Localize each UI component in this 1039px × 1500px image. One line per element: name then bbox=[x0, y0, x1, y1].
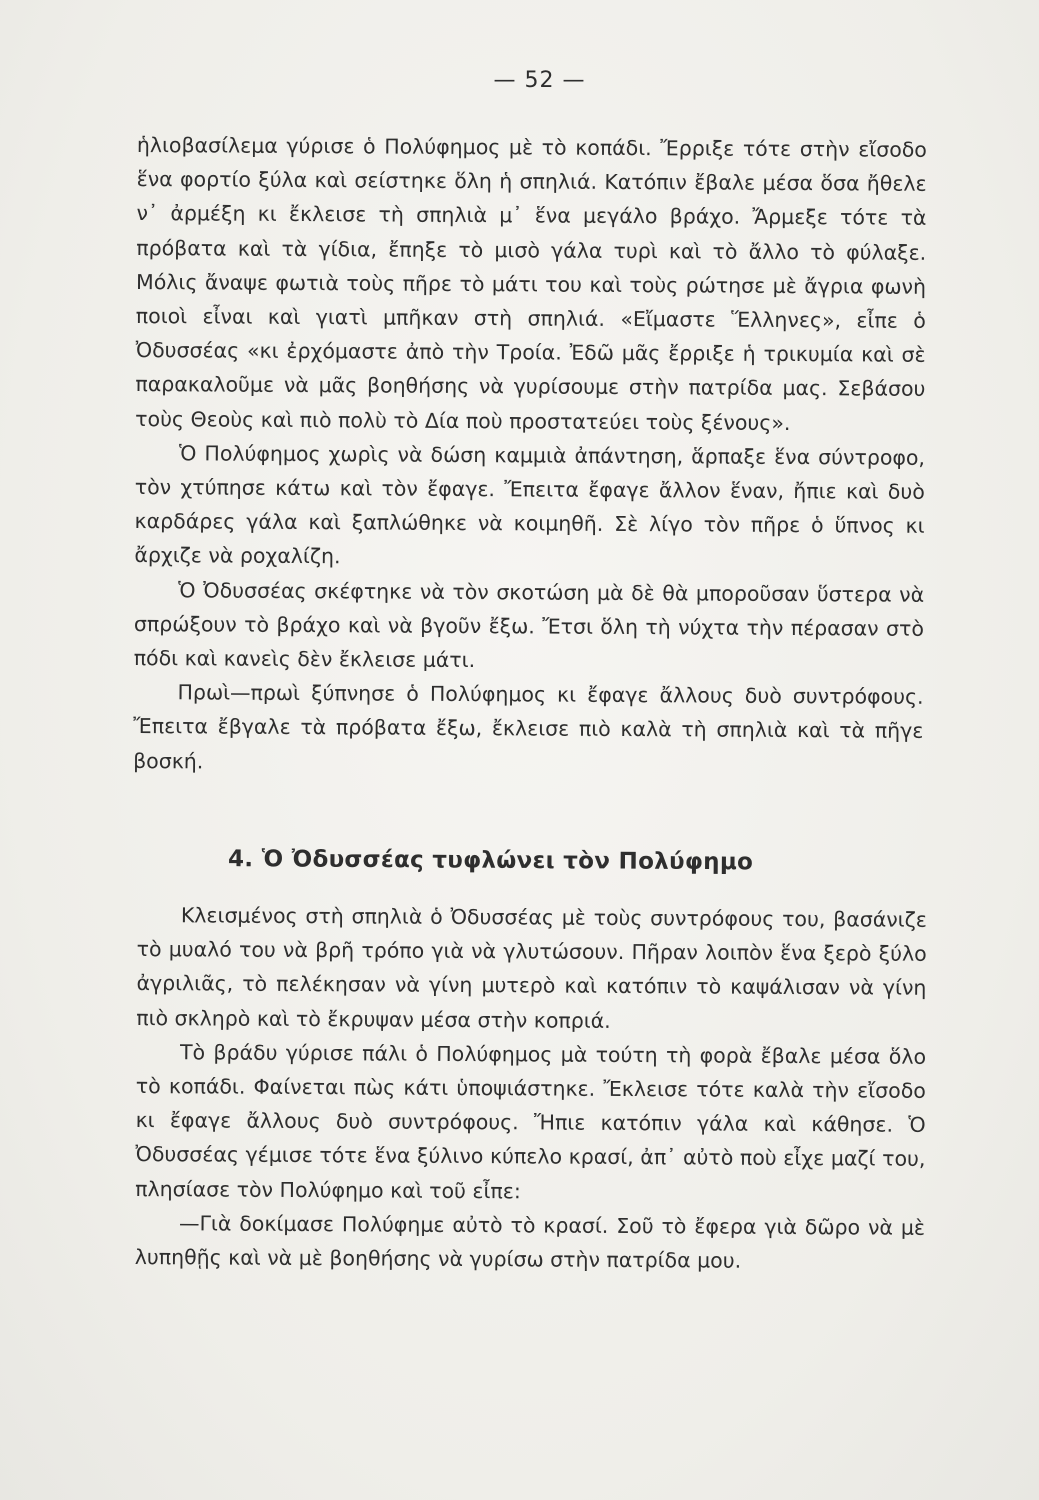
section-heading: 4. Ὁ Ὀδυσσέας τυφλώνει τὸν Πολύφημο bbox=[227, 846, 754, 876]
paragraph: —Γιὰ δοκίμασε Πολύφημε αὐτὸ τὸ κρασί. Σοῦ τὸ ἔφερα γιὰ δῶρο νὰ μὲ λυπηθῇς καὶ νὰ μὲ βοηθήσης νὰ γυρίσω στὴν πατρίδα μου. bbox=[134, 1211, 926, 1273]
text-block-bottom bbox=[135, 898, 927, 1279]
paragraph: Πρωὶ—πρωὶ ξύπνησε ὁ Πολύφημος κι ἔφαγε ἄλλους δυὸ συντρόφους. Ἔπειτα ἔβγαλε τὰ πρόβατα ἔξω, ἔκλεισε πιὸ καλὰ τὴ σπηλιὰ καὶ τὰ πῆγε βοσκή. bbox=[133, 680, 924, 774]
paragraph: ἡλιοβασίλεμα γύρισε ὁ Πολύφημος μὲ τὸ κοπάδι. Ἔρριξε τότε στὴν εἴσοδο ἕνα φορτίο ξύλα καὶ σείστηκε ὅλη ἡ σπηλιά. Κατόπιν ἔβαλε μέσα ὅσα ἤθελε ν᾽ ἀρμέξη κι ἔκλεισε τὴ σπηλιὰ μ᾽ ἕνα μεγάλο βράχο. Ἄρμεξε τότε τὰ πρόβατα καὶ τὰ γίδια, ἔπηξε τὸ μισὸ γάλα τυρὶ καὶ τὸ ἄλλο τὸ φύλαξε. Μόλις ἄναψε φωτιὰ τοὺς πῆρε τὸ μάτι του καὶ τοὺς ρώτησε μὲ ἄγρια φωνὴ ποιοὶ εἶναι καὶ γιατὶ μπῆκαν στὴ σπηλιά. «Εἴμαστε Ἕλληνες», εἶπε ὁ Ὀδυσσέας «κι ἐρχόμαστε ἀπὸ τὴν Τροία. Ἐδῶ μᾶς ἔρριξε ἡ τρικυμία καὶ σὲ παρακαλοῦμε νὰ μᾶς βοηθήσης νὰ γυρίσουμε στὴν πατρίδα μας. Σεβάσου τοὺς Θεοὺς καὶ πιὸ πολὺ τὸ Δία ποὺ προστατεύει τοὺς ξένους». bbox=[135, 132, 927, 435]
paragraph: Τὸ βράδυ γύρισε πάλι ὁ Πολύφημος μὰ τούτη τὴ φορὰ ἔβαλε μέσα ὅλο τὸ κοπάδι. Φαίνεται πὼς κάτι ὑποψιάστηκε. Ἔκλεισε τότε καλὰ τὴν εἴσοδο κι ἔφαγε ἄλλους δυὸ συντρόφους. Ἤπιε κατόπιν γάλα καὶ κάθησε. Ὁ Ὀδυσσέας γέμισε τότε ἕνα ξύλινο κύπελο κρασί, ἀπ᾽ αὐτὸ ποὺ εἶχε μαζί του, πλησίασε τὸν Πολύφημο καὶ τοῦ εἶπε: bbox=[135, 1040, 927, 1203]
paragraph: Ὁ Πολύφημος χωρὶς νὰ δώση καμμιὰ ἀπάντηση, ἅρπαξε ἕνα σύντροφο, τὸν χτύπησε κάτω καὶ τὸν ἔφαγε. Ἔπειτα ἔφαγε ἄλλον ἕναν, ἤπιε καὶ δυὸ καρδάρες γάλα καὶ ξαπλώθηκε νὰ κοιμηθῆ. Σὲ λίγο τὸν πῆρε ὁ ὕπνος κι ἄρχιζε νὰ ροχαλίζη. bbox=[134, 441, 926, 569]
text-block-top bbox=[133, 128, 927, 783]
page-number: — 52 — bbox=[493, 68, 586, 93]
paragraph: Κλεισμένος στὴ σπηλιὰ ὁ Ὀδυσσέας μὲ τοὺς συντρόφους του, βασάνιζε τὸ μυαλό του νὰ βρῆ τρόπο γιὰ νὰ γλυτώσουν. Πῆραν λοιπὸν ἕνα ξερὸ ξύλο ἀγριλιᾶς, τὸ πελέκησαν νὰ γίνη μυτερὸ καὶ κατόπιν τὸ καψάλισαν νὰ γίνη πιὸ σκληρὸ καὶ τὸ ἔκρυψαν μέσα στὴν κοπριά. bbox=[136, 903, 927, 1033]
paragraph: Ὁ Ὀδυσσέας σκέφτηκε νὰ τὸν σκοτώση μὰ δὲ θὰ μποροῦσαν ὕστερα νὰ σπρώξουν τὸ βράχο καὶ νὰ βγοῦν ἔξω. Ἔτσι ὅλη τὴ νύχτα τὴν πέρασαν στὸ πόδι καὶ κανεὶς δὲν ἔκλεισε μάτι. bbox=[133, 577, 925, 673]
